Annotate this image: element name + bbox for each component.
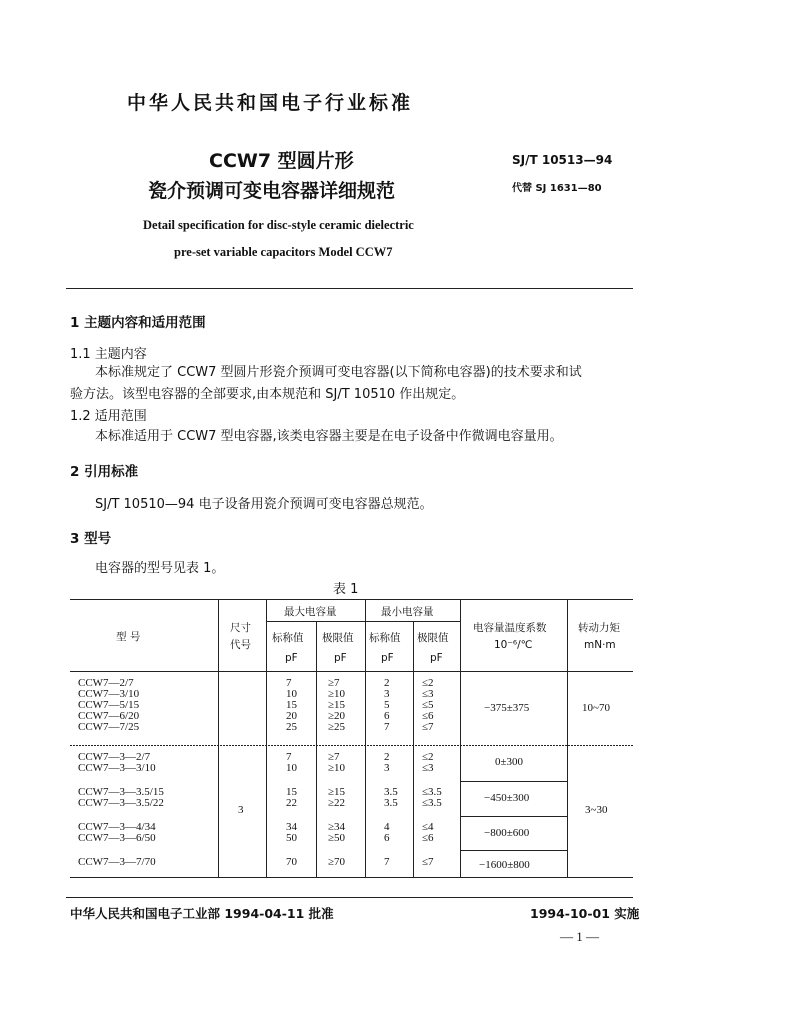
header-max-limit-unit: pF	[334, 652, 347, 664]
cell-model: CCW7—3—3/10	[78, 762, 156, 774]
cell-min-nominal: 2	[384, 751, 390, 763]
cell-min-limit: ≤5	[422, 699, 434, 711]
standard-code: SJ/T 10513—94	[512, 153, 613, 167]
cell-max-limit: ≥7	[328, 677, 340, 689]
cell-min-nominal: 7	[384, 856, 390, 868]
tc-value-2: 0±300	[495, 756, 524, 768]
english-title-line2: pre-set variable capacitors Model CCW7	[174, 245, 393, 259]
cell-model: CCW7—3—4/34	[78, 821, 156, 833]
tc-value-3: −450±300	[484, 792, 530, 804]
header-max-nominal-unit: pF	[285, 652, 298, 664]
cell-max-nominal: 7	[286, 751, 292, 763]
cell-max-nominal: 15	[286, 699, 297, 711]
header-temp-coefficient: 电容量温度系数	[473, 622, 547, 634]
cell-max-nominal: 25	[286, 721, 297, 733]
cell-min-nominal: 3.5	[384, 797, 398, 809]
cell-min-nominal: 3	[384, 762, 390, 774]
cell-min-limit: ≤7	[422, 856, 434, 868]
document-title-line1: CCW7 型圆片形	[209, 150, 354, 172]
section-1-2-paragraph: 本标准适用于 CCW7 型电容器,该类电容器主要是在电子设备中作微调电容量用。	[95, 429, 563, 444]
cell-min-limit: ≤6	[422, 710, 434, 722]
section-3-paragraph: 电容器的型号见表 1。	[95, 561, 225, 576]
footer-divider	[66, 897, 633, 898]
header-max-limit: 极限值	[322, 632, 354, 644]
cell-model: CCW7—7/25	[78, 721, 140, 733]
cell-min-nominal: 2	[384, 677, 390, 689]
issuing-organization: 中华人民共和国电子行业标准	[127, 92, 414, 114]
header-min-nominal-unit: pF	[381, 652, 394, 664]
cell-max-nominal: 70	[286, 856, 297, 868]
cell-model: CCW7—2/7	[78, 677, 134, 689]
cell-max-limit: ≥34	[328, 821, 346, 833]
document-title-line2: 瓷介预调可变电容器详细规范	[148, 180, 396, 202]
cell-max-nominal: 10	[286, 688, 297, 700]
cell-min-nominal: 4	[384, 821, 390, 833]
header-model: 型 号	[116, 631, 141, 643]
cell-min-limit: ≤2	[422, 677, 434, 689]
torque-value-1: 10~70	[582, 702, 610, 714]
header-size-code-line1: 尺寸	[230, 622, 251, 634]
cell-max-nominal: 34	[286, 821, 297, 833]
header-min-capacitance: 最小电容量	[381, 606, 434, 618]
cell-min-limit: ≤3.5	[422, 786, 442, 798]
header-min-limit-unit: pF	[430, 652, 443, 664]
cell-max-limit: ≥10	[328, 762, 346, 774]
section-1-1-heading: 1.1 主题内容	[70, 347, 147, 362]
header-divider	[66, 288, 633, 289]
cell-min-nominal: 7	[384, 721, 390, 733]
cell-min-limit: ≤6	[422, 832, 434, 844]
header-min-nominal: 标称值	[369, 632, 401, 644]
cell-model: CCW7—3—3.5/22	[78, 797, 164, 809]
cell-max-nominal: 15	[286, 786, 297, 798]
cell-max-nominal: 10	[286, 762, 297, 774]
cell-max-nominal: 50	[286, 832, 297, 844]
replaces-standard: 代替 SJ 1631—80	[512, 183, 602, 194]
tc-value-5: −1600±800	[479, 859, 530, 871]
header-min-limit: 极限值	[417, 632, 449, 644]
cell-model: CCW7—3—3.5/15	[78, 786, 164, 798]
table-caption: 表 1	[333, 582, 359, 597]
cell-min-limit: ≤4	[422, 821, 434, 833]
cell-model: CCW7—5/15	[78, 699, 140, 711]
section-1-2-heading: 1.2 适用范围	[70, 409, 147, 424]
cell-max-limit: ≥7	[328, 751, 340, 763]
section-2-heading: 2 引用标准	[70, 464, 139, 480]
cell-max-limit: ≥25	[328, 721, 346, 733]
section-1-1-paragraph-line2: 验方法。该型电容器的全部要求,由本规范和 SJ/T 10510 作出规定。	[70, 387, 465, 402]
implementation-date: 1994-10-01 实施	[530, 906, 640, 921]
cell-max-limit: ≥15	[328, 786, 346, 798]
header-torque: 转动力矩	[578, 622, 620, 634]
cell-max-limit: ≥20	[328, 710, 346, 722]
cell-min-limit: ≤3.5	[422, 797, 442, 809]
cell-max-nominal: 7	[286, 677, 292, 689]
cell-max-limit: ≥50	[328, 832, 346, 844]
section-1-heading: 1 主题内容和适用范围	[70, 315, 206, 331]
cell-max-limit: ≥15	[328, 699, 346, 711]
section-1-1-paragraph-line1: 本标准规定了 CCW7 型圆片形瓷介预调可变电容器(以下简称电容器)的技术要求和试	[95, 365, 582, 380]
section-3-heading: 3 型号	[70, 531, 112, 547]
approval-statement: 中华人民共和国电子工业部 1994-04-11 批准	[70, 906, 334, 921]
page-number: — 1 —	[560, 929, 599, 944]
cell-min-limit: ≤3	[422, 762, 434, 774]
cell-min-nominal: 5	[384, 699, 390, 711]
capacitor-model-table	[70, 599, 633, 878]
cell-min-nominal: 6	[384, 710, 390, 722]
size-code-group2: 3	[238, 804, 244, 816]
header-max-capacitance: 最大电容量	[284, 606, 337, 618]
english-title-line1: Detail specification for disc-style ceramic dielectric	[143, 218, 414, 232]
section-2-paragraph: SJ/T 10510—94 电子设备用瓷介预调可变电容器总规范。	[95, 497, 433, 512]
cell-max-limit: ≥10	[328, 688, 346, 700]
header-temp-coefficient-unit: 10⁻⁶/℃	[494, 639, 533, 651]
cell-min-nominal: 3.5	[384, 786, 398, 798]
header-max-nominal: 标称值	[272, 632, 304, 644]
header-size-code-line2: 代号	[230, 639, 251, 651]
header-torque-unit: mN·m	[584, 639, 616, 651]
cell-model: CCW7—3—6/50	[78, 832, 156, 844]
tc-value-1: −375±375	[484, 702, 530, 714]
cell-model: CCW7—3—2/7	[78, 751, 151, 763]
cell-min-nominal: 3	[384, 688, 390, 700]
torque-value-2: 3~30	[585, 804, 608, 816]
cell-max-limit: ≥22	[328, 797, 346, 809]
cell-model: CCW7—3—7/70	[78, 856, 156, 868]
cell-min-nominal: 6	[384, 832, 390, 844]
cell-min-limit: ≤7	[422, 721, 434, 733]
cell-max-limit: ≥70	[328, 856, 346, 868]
cell-max-nominal: 20	[286, 710, 297, 722]
cell-min-limit: ≤3	[422, 688, 434, 700]
tc-value-4: −800±600	[484, 827, 530, 839]
cell-max-nominal: 22	[286, 797, 297, 809]
cell-min-limit: ≤2	[422, 751, 434, 763]
cell-model: CCW7—3/10	[78, 688, 140, 700]
cell-model: CCW7—6/20	[78, 710, 140, 722]
